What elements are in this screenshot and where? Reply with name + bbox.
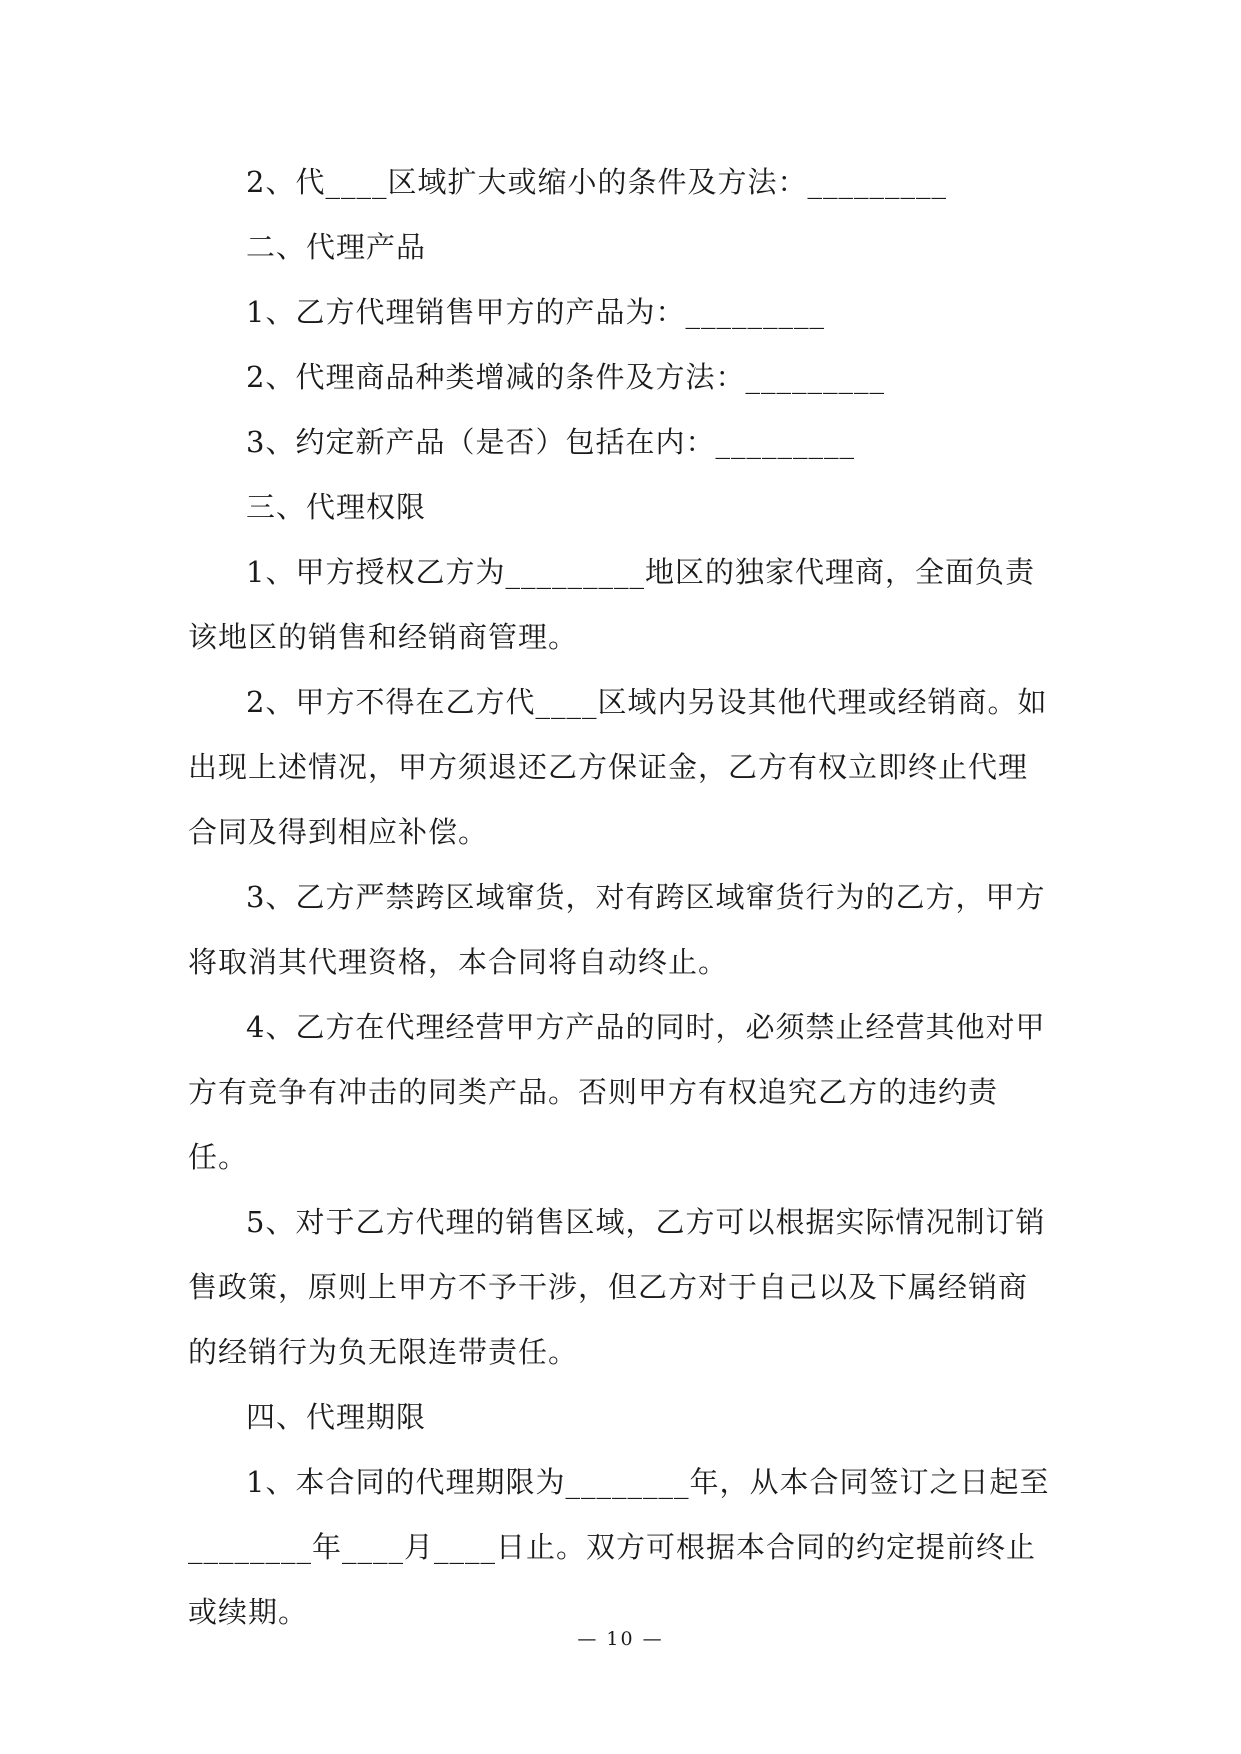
paragraph-exclusive-agent: 1、甲方授权乙方为_________地区的独家代理商，全面负责该地区的销售和经销商管理。 xyxy=(188,555,1035,654)
page-number: — 10 — xyxy=(577,1628,664,1650)
paragraph-no-other-agents: 2、甲方不得在乙方代____区域内另设其他代理或经销商。如出现上述情况，甲方须退还乙方保证金，乙方有权立即终止代理合同及得到相应补偿。 xyxy=(188,685,1048,849)
paragraph-term-duration: 1、本合同的代理期限为________年，从本合同签订之日起至________年____月____日止。双方可根据本合同的约定提前终止或续期。 xyxy=(188,1465,1050,1629)
heading-agency-authority: 三、代理权限 xyxy=(246,490,427,524)
paragraph-cross-region-ban: 3、乙方严禁跨区域窜货，对有跨区域窜货行为的乙方，甲方将取消其代理资格，本合同将自动终止。 xyxy=(188,880,1046,979)
paragraph-region-change-conditions: 2、代____区域扩大或缩小的条件及方法：_________ xyxy=(246,165,947,199)
paragraph-sales-policy: 5、对于乙方代理的销售区域，乙方可以根据实际情况制订销售政策，原则上甲方不予干涉，但乙方对于自己以及下属经销商的经销行为负无限连带责任。 xyxy=(188,1205,1046,1369)
paragraph-product-category-changes: 2、代理商品种类增减的条件及方法：_________ xyxy=(246,360,885,394)
paragraph-products-sold: 1、乙方代理销售甲方的产品为：_________ xyxy=(246,295,825,329)
heading-agency-term: 四、代理期限 xyxy=(246,1400,427,1434)
document-body xyxy=(188,150,1056,1645)
paragraph-no-competing-products: 4、乙方在代理经营甲方产品的同时，必须禁止经营其他对甲方有竞争有冲击的同类产品。否则甲方有权追究乙方的违约责任。 xyxy=(188,1010,1046,1174)
heading-agency-products: 二、代理产品 xyxy=(246,230,427,264)
paragraph-new-products-included: 3、约定新产品（是否）包括在内：_________ xyxy=(246,425,855,459)
